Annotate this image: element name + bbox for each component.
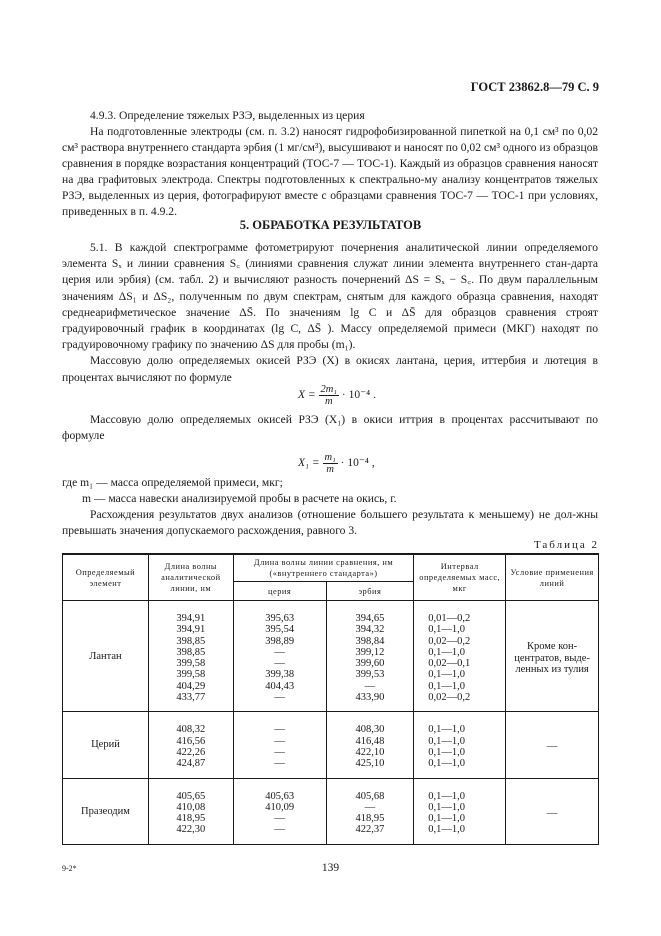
cell-erbium	[326, 778, 414, 844]
cell-erbium-value: 394,65	[355, 613, 385, 624]
formula-2-fraction	[323, 452, 338, 475]
cell-wavelength-value: 416,56	[176, 735, 206, 747]
header-element: Определяемый элемент	[63, 554, 149, 601]
header-condition: Условие применения линий	[506, 554, 599, 601]
table-row	[63, 778, 599, 844]
clause-4-9-3	[62, 108, 598, 220]
cell-erbium-value: 399,60	[355, 658, 385, 670]
cell-cerium-value: 404,43	[265, 680, 295, 692]
cell-wavelength-value: 394,91	[176, 624, 206, 636]
formula-1-denominator: m	[324, 396, 333, 407]
cell-interval-value: 0,1—1,0	[428, 758, 466, 770]
cell-wavelength-value: 418,95	[176, 813, 206, 825]
cell-wavelength-value: 422,26	[176, 746, 206, 758]
cell-erbium-value: 394,32	[355, 624, 385, 636]
cell-interval	[414, 778, 506, 844]
cell-cerium-value: —	[274, 692, 285, 704]
cell-wavelength-value: 398,85	[176, 635, 206, 647]
page-header: ГОСТ 23862.8—79 С. 9	[470, 80, 599, 94]
cell-erbium-value: 422,10	[355, 746, 385, 758]
header-erbium: эрбия	[326, 582, 414, 601]
cell-erbium-value: 418,95	[355, 813, 385, 825]
cell-erbium-value: 399,12	[355, 646, 385, 658]
explanation-block	[62, 475, 598, 539]
cell-wavelength-value: 404,29	[176, 680, 206, 692]
cell-wavelength-value: 399,58	[176, 669, 206, 681]
formula-2	[298, 452, 375, 475]
cell-interval-value: 0,02—0,1	[428, 658, 471, 670]
where-m1: где m₁ — масса определяемой примеси, мкг;	[62, 476, 283, 489]
cell-interval-value: 0,1—1,0	[428, 790, 466, 802]
cell-element: Празеодим	[63, 778, 149, 844]
table-2	[62, 553, 599, 845]
clause-5-1-body: 5.1. В каждой спектрограмме фотометрируют почернения аналитической линии определяемого элемента Sₓ и линии сравнения S꜀ (линиями сравнения служат линии элемента внутреннего стан-дарта церия или эрбия) (см. табл. 2) и вычисляют разность почернений ΔS = Sₓ − S꜀. По двум параллельным значениям ΔS₁ и ΔS₂, полученным по двум спектрам, снятым для каждого образца сравнения, находят среднеарифметическое значение ΔS̄. По значениям lg C и ΔS̄ для образцов сравнения строят градуировочный график в координатах (lg C, ΔS̄ ). Массу определяемой примеси (МКГ) находят по градуировочному графику по значению ΔS для пробы (m₁).	[62, 241, 598, 352]
formula-2-numerator: m₁	[324, 452, 336, 463]
clause-4-9-3-body: На подготовленные электроды (см. п. 3.2) наносят гидрофобизированной пипеткой на 0,1 см³ по 0,02 см³ раствора внутреннего стандарта эрбия (1 мг/см³), высушивают и наносят по 0,02 см³ одного из образцов сравнения в порядке возрастания концентраций (ТОС-7 — ТОС-1). Каждый из образцов сравнения наносят на два графитовых электрода. Спектры подготовленных к спектрально-му анализу концентратов тяжелых РЗЭ, выделенных из церия, фотографируют вместе с образцами сравнения ТОС-7 — ТОС-1 при условиях, приведенных в п. 4.9.2.	[62, 125, 598, 218]
cell-cerium-value: —	[274, 658, 285, 670]
cell-cerium-value: —	[274, 746, 285, 758]
cell-cerium-value: —	[274, 724, 285, 736]
clause-4-9-3-title: 4.9.3. Определение тяжелых РЗЭ, выделенных из церия	[90, 109, 365, 122]
formula-1-fraction	[319, 384, 339, 407]
cell-erbium-value: 398,84	[355, 635, 385, 647]
cell-interval-value: 0,1—1,0	[428, 624, 466, 636]
formula-1-numerator: 2m₁	[320, 384, 338, 395]
cell-wavelength-value: 424,87	[176, 758, 206, 770]
cell-erbium-value: —	[364, 680, 376, 692]
cell-interval-value: 0,1—1,0	[428, 646, 466, 658]
footer-mark: 9-2*	[62, 864, 77, 873]
cell-erbium-value: 422,37	[355, 824, 385, 836]
formula-2-rhs: · 10⁻⁴ ,	[340, 457, 375, 470]
mass-fraction-text-1: Массовую долю определяемых окисей РЗЭ (X) в окисях лантана, церия, иттербия и лютеция в процентах вычисляют по формуле	[62, 354, 598, 384]
cell-interval-value: 0,01—0,2	[428, 613, 471, 624]
cell-erbium-value: 416,48	[355, 735, 385, 747]
header-comparison: Длина волны линии сравнения, нм («внутреннего стандарта»)	[233, 554, 413, 582]
cell-element: Лантан	[63, 601, 149, 712]
cell-condition: Кроме кон-центратов, выде-ленных из тулия	[506, 601, 599, 712]
cell-cerium-value: 410,09	[265, 801, 295, 813]
page-number: 139	[321, 862, 340, 874]
cell-wavelength-value: 405,65	[176, 790, 206, 802]
cell-cerium-value: 398,89	[265, 635, 295, 647]
cell-wavelength-value: 408,32	[176, 724, 206, 736]
cell-wavelength-value: 433,77	[176, 692, 206, 704]
cell-erbium-value: 399,53	[355, 669, 385, 681]
formula-1-rhs: · 10⁻⁴ .	[341, 389, 376, 402]
cell-cerium-value: 405,63	[265, 790, 295, 802]
cell-cerium-value: —	[274, 735, 285, 747]
cell-condition: —	[506, 712, 599, 778]
cell-cerium-value: —	[274, 758, 285, 770]
cell-cerium	[233, 601, 326, 712]
cell-interval-value: 0,02—0,2	[428, 635, 471, 647]
cell-wavelength-value: 394,91	[176, 613, 206, 624]
header-interval: Интервал определяемых масс, мкг	[414, 554, 506, 601]
cell-erbium	[326, 601, 414, 712]
cell-erbium-value: 408,30	[355, 724, 385, 736]
cell-cerium-value: —	[274, 813, 285, 825]
cell-cerium-value: —	[274, 646, 285, 658]
cell-wavelength-value: 398,85	[176, 646, 206, 658]
cell-interval-value: 0,1—1,0	[428, 680, 466, 692]
cell-element: Церий	[63, 712, 149, 778]
cell-cerium	[233, 712, 326, 778]
cell-wavelength	[148, 712, 233, 778]
divergence-text: Расхождения результатов двух анализов (отношение большего результата к меньшему) не дол-жны превышать значения допускаемого расхождения, равного 3.	[62, 508, 598, 537]
cell-interval-value: 0,1—1,0	[428, 669, 466, 681]
cell-cerium-value: 395,54	[265, 624, 295, 636]
section-title: 5. ОБРАБОТКА РЕЗУЛЬТАТОВ	[239, 218, 422, 232]
cell-interval-value: 0,1—1,0	[428, 735, 466, 747]
table-caption: Таблица 2	[533, 539, 599, 551]
cell-condition: —	[506, 778, 599, 844]
cell-wavelength-value: 422,30	[176, 824, 206, 836]
cell-cerium-value: 395,63	[265, 613, 295, 624]
cell-cerium-value: 399,38	[265, 669, 295, 681]
clause-5-1	[62, 240, 598, 386]
cell-erbium	[326, 712, 414, 778]
header-cerium: церия	[233, 582, 326, 601]
cell-interval-value: 0,1—1,0	[428, 801, 466, 813]
cell-erbium-value: 433,90	[355, 692, 385, 704]
cell-wavelength-value: 399,58	[176, 658, 206, 670]
formula-2-denominator: m	[326, 464, 334, 475]
cell-wavelength	[148, 778, 233, 844]
mass-fraction-text-2-block	[62, 412, 598, 444]
cell-cerium	[233, 778, 326, 844]
cell-interval-value: 0,1—1,0	[428, 824, 466, 836]
cell-erbium-value: 405,68	[355, 790, 385, 802]
cell-wavelength-value: 410,08	[176, 801, 206, 813]
cell-cerium-value: —	[274, 824, 285, 836]
cell-interval-value: 0,1—1,0	[428, 813, 466, 825]
formula-2-lhs: X₁ =	[298, 457, 320, 470]
cell-interval	[414, 601, 506, 712]
cell-interval-value: 0,02—0,2	[428, 692, 471, 704]
table-body	[63, 601, 599, 845]
table-row	[63, 601, 599, 712]
formula-1-lhs: X =	[298, 389, 316, 402]
where-m: m — масса навески анализируемой пробы в расчете на окись, г.	[82, 492, 397, 505]
cell-interval	[414, 712, 506, 778]
cell-wavelength	[148, 601, 233, 712]
table-row	[63, 712, 599, 778]
cell-erbium-value: 425,10	[355, 758, 385, 770]
mass-fraction-text-2: Массовую долю определяемых окисей РЗЭ (X₁) в окиси иттрия в процентах рассчитывают по формуле	[62, 413, 598, 442]
cell-interval-value: 0,1—1,0	[428, 724, 466, 736]
cell-interval-value: 0,1—1,0	[428, 746, 466, 758]
formula-1	[298, 384, 376, 407]
cell-erbium-value: —	[364, 801, 376, 813]
header-wavelength: Длина волны аналитической линии, нм	[148, 554, 233, 601]
